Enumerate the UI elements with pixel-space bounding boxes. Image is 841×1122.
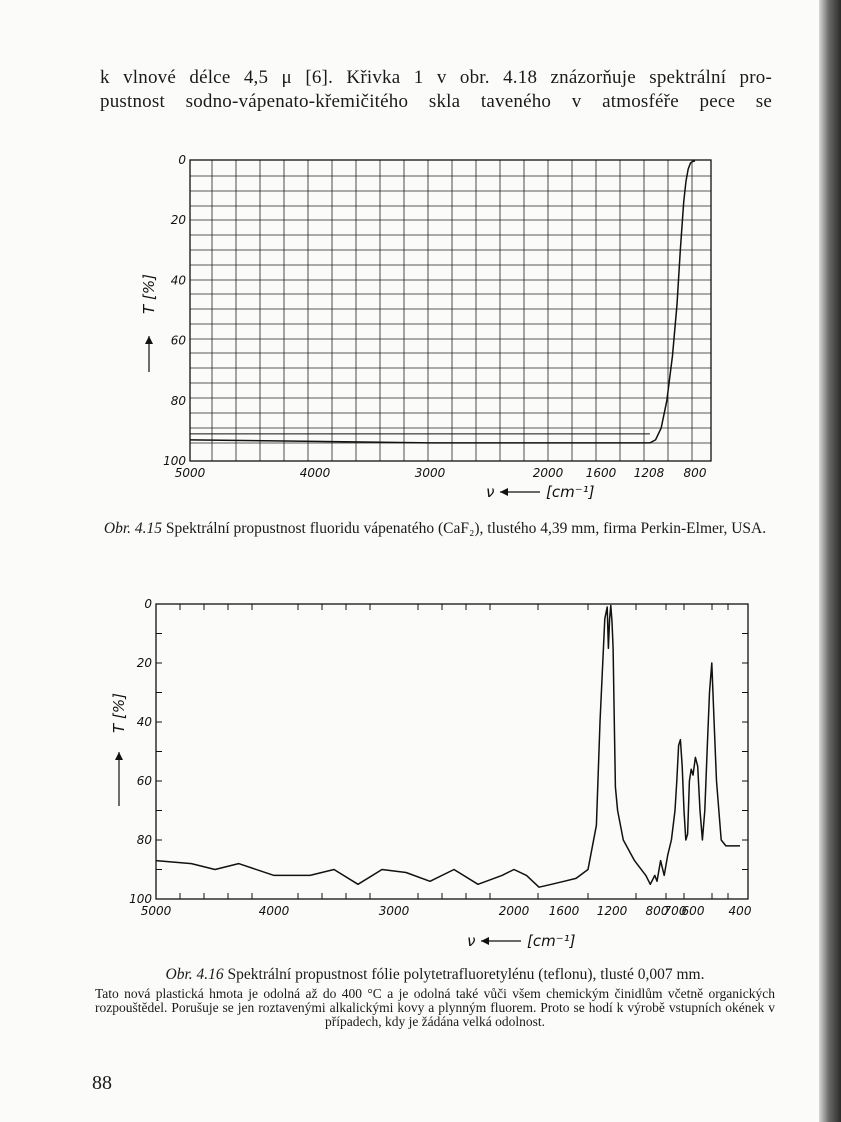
fig2-x-tick-label: 2000 xyxy=(498,904,530,918)
fig2-y-tick-label: 60 xyxy=(136,774,152,788)
fig2-x-tick-label: 1600 xyxy=(548,904,580,918)
fig1-y-tick-label: 20 xyxy=(170,213,186,228)
fig1-x-axis-arrow-head xyxy=(500,488,508,496)
fig1-x-tick-label: 2000 xyxy=(532,466,564,480)
page-number: 88 xyxy=(92,1072,112,1094)
fig2-x-axis-arrow-head xyxy=(481,937,489,945)
figure-4-15-caption xyxy=(95,520,775,538)
fig1-x-tick-label: 1208 xyxy=(633,466,665,480)
fig1-x-axis-unit: [cm⁻¹] xyxy=(546,483,595,501)
figure-4-15-caption-text: Spektrální propustnost fluoridu vápenatého (CaF₂), tlustého 4,39 mm, firma Perkin-Elmer, USA. xyxy=(165,520,767,537)
fig2-x-tick-label: 400 xyxy=(728,904,752,918)
figure-4-15-label: Obr. 4.15 xyxy=(103,520,163,537)
fig2-x-tick-label: 4000 xyxy=(258,904,290,918)
note-paragraph: Tato nová plastická hmota je odolná až do 400 °C a je odolná také vůči všem chemickým činidlům včetně organických rozpouštědel. Porušuje se jen roztavenými alkalickými kovy a plynným fluorem. Proto se hodí k výrobě vstupních okének v případech, kdy je žádána velká odolnost. xyxy=(95,986,775,1029)
fig2-x-tick-label: 800 xyxy=(645,904,669,918)
figure-4-16-label: Obr. 4.16 xyxy=(165,966,224,983)
fig2-x-tick-label: 5000 xyxy=(140,904,172,918)
fig1-x-tick-label: 4000 xyxy=(299,466,331,480)
fig2-y-tick-label: 80 xyxy=(136,833,152,847)
fig1-x-tick-label: 3000 xyxy=(414,466,446,480)
fig1-x-axis-symbol: ν xyxy=(486,483,495,501)
fig1-y-axis-label: T [%] xyxy=(140,274,158,314)
fig1-frame xyxy=(190,160,711,461)
fig2-y-tick-label: 0 xyxy=(144,597,152,611)
fig2-y-axis-label: T [%] xyxy=(110,693,128,733)
fig2-frame xyxy=(156,604,748,899)
fig1-y-tick-label: 0 xyxy=(178,153,186,167)
figure-4-16-caption-text: Spektrální propustnost fólie polytetrafluoretylénu (teflonu), tlusté 0,007 mm. xyxy=(227,966,705,983)
fig1-y-tick-label: 60 xyxy=(170,333,186,348)
fig1-x-tick-label: 5000 xyxy=(174,466,206,480)
fig2-series-line xyxy=(156,606,740,888)
fig1-y-tick-label: 80 xyxy=(170,393,186,408)
figure-4-16-caption xyxy=(95,966,775,984)
fig2-x-axis-symbol: ν xyxy=(467,932,476,950)
fig2-x-tick-label: 600 xyxy=(681,904,705,918)
fig1-y-axis-arrow-head xyxy=(145,336,153,344)
fig1-y-tick-label: 100 xyxy=(163,454,186,468)
fig2-y-axis-arrow-head xyxy=(115,752,123,760)
fig2-y-tick-label: 20 xyxy=(136,656,152,670)
fig1-series-line xyxy=(190,161,695,443)
fig2-y-tick-label: 40 xyxy=(136,715,152,729)
fig2-x-tick-label: 3000 xyxy=(378,904,410,918)
intro-line-1: k vlnové délce 4,5 μ [6]. Křivka 1 v obr. 4.18 znázorňuje spektrální pro- xyxy=(100,67,772,88)
fig1-y-tick-label: 40 xyxy=(170,273,186,288)
fig1-x-tick-label: 1600 xyxy=(585,466,617,480)
fig2-y-tick-label: 100 xyxy=(129,892,152,906)
fig2-x-tick-label: 1200 xyxy=(596,904,628,918)
fig2-x-axis-unit: [cm⁻¹] xyxy=(527,932,576,950)
intro-line-2: pustnost sodno-vápenato-křemičitého skla taveného v atmosféře pece se xyxy=(100,91,772,112)
fig2-x-tick-label: 700 xyxy=(663,904,687,918)
fig1-x-tick-label: 800 xyxy=(683,466,707,480)
